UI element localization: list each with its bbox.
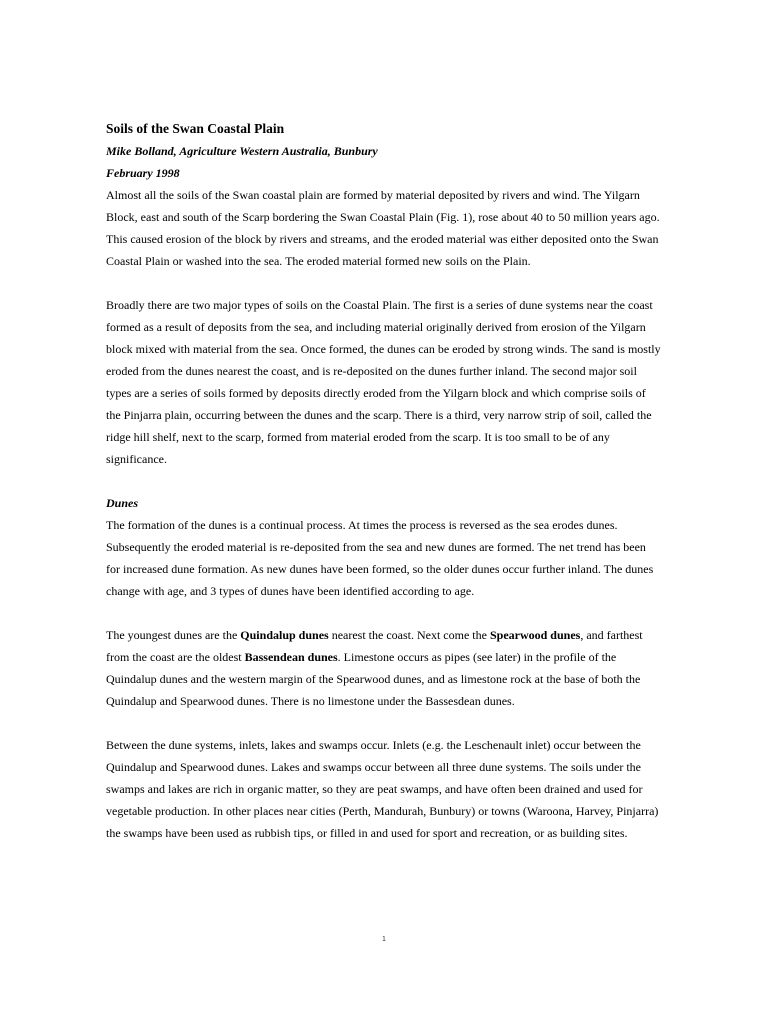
paragraph-spacer xyxy=(106,712,662,734)
author-line: Mike Bolland, Agriculture Western Australia, Bunbury xyxy=(106,144,378,158)
date-line: February 1998 xyxy=(106,166,180,180)
intro-paragraph-2: Broadly there are two major types of soils on the Coastal Plain. The first is a series of dune systems near the coast formed as a result of deposits from the sea, and including material originally derived from erosion of the Yilgarn block mixed with material from the sea. Once formed, the dunes can be eroded by strong winds. The sand is mostly eroded from the dunes nearest the coast, and is re-deposited on the dunes further inland. The second major soil types are a series of soils formed by deposits directly eroded from the Yilgarn block and which comprise soils of the Pinjarra plain, occurring between the dunes and the scarp. There is a third, very narrow strip of soil, called the ridge hill shelf, next to the scarp, formed from material eroded from the scarp. It is too small to be of any significance. xyxy=(106,298,661,466)
text-run: nearest the coast. Next come the xyxy=(328,628,490,642)
term-quindalup-dunes: Quindalup dunes xyxy=(240,628,329,642)
paragraph-spacer xyxy=(106,272,662,294)
text-run: . Limestone occurs as pipes (see later) in the profile of the Quindalup dunes and the western margin of the Spearwood dunes, and as limestone rock at the base of both the Quindalup and Spearwood dunes. There is no limestone under the Bassesdean dunes. xyxy=(106,650,641,708)
page-number: 1 xyxy=(382,936,386,943)
document-title: Soils of the Swan Coastal Plain xyxy=(106,121,285,136)
document-body xyxy=(106,118,662,844)
text-run: The youngest dunes are the xyxy=(106,628,241,642)
dunes-paragraph-1: The formation of the dunes is a continual process. At times the process is reversed as the sea erodes dunes. Subsequently the eroded material is re-deposited from the sea and new dunes are formed. The net trend has been for increased dune formation. As new dunes have been formed, so the older dunes occur further inland. The dunes change with age, and 3 types of dunes have been identified according to age. xyxy=(106,518,654,598)
dunes-paragraph-3: Between the dune systems, inlets, lakes and swamps occur. Inlets (e.g. the Leschenault inlet) occur between the Quindalup and Spearwood dunes. Lakes and swamps occur between all three dune systems. The soils under the swamps and lakes are rich in organic matter, so they are peat swamps, and have often been drained and used for vegetable production. In other places near cities (Perth, Mandurah, Bunbury) or towns (Waroona, Harvey, Pinjarra) the swamps have been used as rubbish tips, or filled in and used for sport and recreation, or as building sites. xyxy=(106,738,659,840)
paragraph-spacer xyxy=(106,602,662,624)
intro-paragraph-1: Almost all the soils of the Swan coastal plain are formed by material deposited by rivers and wind. The Yilgarn Block, east and south of the Scarp bordering the Swan Coastal Plain (Fig. 1), rose about 40 to 50 million years ago. This caused erosion of the block by rivers and streams, and the eroded material was either deposited onto the Swan Coastal Plain or washed into the sea. The eroded material formed new soils on the Plain. xyxy=(106,188,660,268)
paragraph-spacer xyxy=(106,470,662,492)
term-bassendean-dunes: Bassendean dunes xyxy=(244,650,338,664)
dunes-paragraph-2 xyxy=(106,624,662,712)
term-spearwood-dunes: Spearwood dunes xyxy=(489,628,581,642)
text-run: , and farthest from the coast are the oldest xyxy=(106,628,643,664)
dunes-heading: Dunes xyxy=(106,496,139,510)
